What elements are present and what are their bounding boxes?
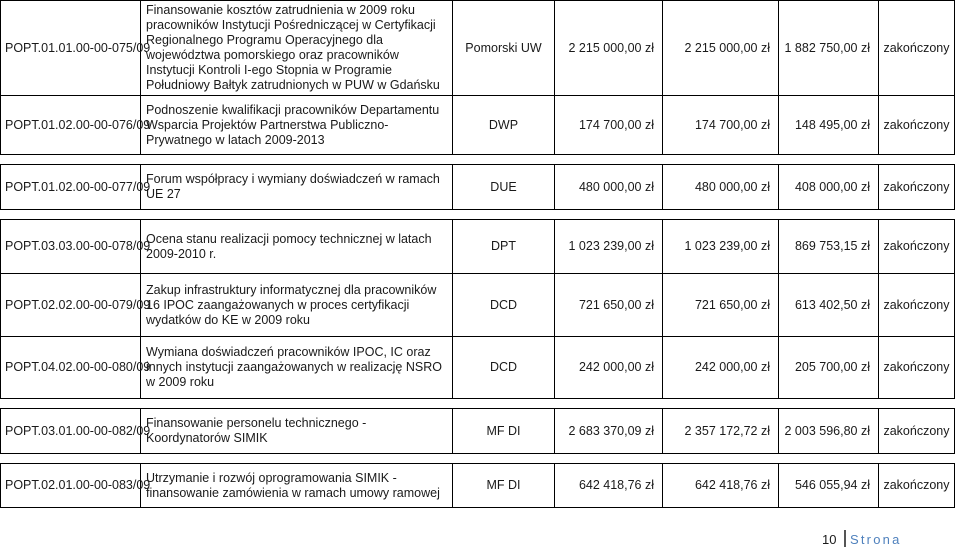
table-row (1, 1, 955, 96)
table-gap (1, 454, 955, 464)
project-unit: MF DI (453, 464, 555, 508)
project-description: Forum współpracy i wymiany doświadczeń w ramach UE 27 (141, 165, 453, 210)
project-value-3: 2 003 596,80 zł (779, 409, 879, 454)
project-status: zakończony (879, 96, 955, 155)
project-code: POPT.02.02.00-00-079/09 (1, 274, 141, 337)
project-code: POPT.03.03.00-00-078/09 (1, 220, 141, 274)
project-value-1: 242 000,00 zł (555, 337, 663, 399)
project-status: zakończony (879, 165, 955, 210)
project-value-1: 2 215 000,00 zł (555, 1, 663, 96)
project-value-3: 148 495,00 zł (779, 96, 879, 155)
project-value-2: 2 357 172,72 zł (663, 409, 779, 454)
table-gap (1, 155, 955, 165)
project-value-2: 242 000,00 zł (663, 337, 779, 399)
table-row (1, 464, 955, 508)
project-value-1: 721 650,00 zł (555, 274, 663, 337)
project-unit: DCD (453, 274, 555, 337)
table-row (1, 220, 955, 274)
table-row (1, 165, 955, 210)
project-description: Utrzymanie i rozwój oprogramowania SIMIK - finansowanie zamówienia w ramach umowy ramowej (141, 464, 453, 508)
projects-table-body (1, 1, 955, 508)
project-description: Wymiana doświadczeń pracowników IPOC, IC oraz innych instytucji zaangażowanych w realizację NSRO w 2009 roku (141, 337, 453, 399)
page-footer (810, 530, 960, 548)
project-value-2: 2 215 000,00 zł (663, 1, 779, 96)
project-code: POPT.01.02.00-00-077/09 (1, 165, 141, 210)
project-status: zakończony (879, 337, 955, 399)
project-description: Ocena stanu realizacji pomocy technicznej w latach 2009-2010 r. (141, 220, 453, 274)
table-gap (1, 210, 955, 220)
project-unit: DCD (453, 337, 555, 399)
project-unit: DWP (453, 96, 555, 155)
project-value-2: 1 023 239,00 zł (663, 220, 779, 274)
table-row (1, 274, 955, 337)
project-value-2: 174 700,00 zł (663, 96, 779, 155)
project-value-1: 1 023 239,00 zł (555, 220, 663, 274)
project-value-3: 1 882 750,00 zł (779, 1, 879, 96)
project-value-3: 546 055,94 zł (779, 464, 879, 508)
project-description: Finansowanie personelu technicznego - Koordynatorów SIMIK (141, 409, 453, 454)
table-row (1, 337, 955, 399)
project-status: zakończony (879, 1, 955, 96)
project-value-1: 2 683 370,09 zł (555, 409, 663, 454)
project-value-2: 642 418,76 zł (663, 464, 779, 508)
table-row (1, 96, 955, 155)
footer-divider (844, 530, 846, 547)
project-unit: Pomorski UW (453, 1, 555, 96)
table-gap (1, 399, 955, 409)
project-description: Zakup infrastruktury informatycznej dla pracowników 16 IPOC zaangażowanych w proces certyfikacji wydatków do KE w 2009 roku (141, 274, 453, 337)
page-label: Strona (850, 532, 902, 547)
project-status: zakończony (879, 274, 955, 337)
page-number: 10 (822, 532, 837, 547)
project-value-3: 869 753,15 zł (779, 220, 879, 274)
project-value-1: 174 700,00 zł (555, 96, 663, 155)
project-code: POPT.02.01.00-00-083/09 (1, 464, 141, 508)
project-code: POPT.04.02.00-00-080/09 (1, 337, 141, 399)
project-value-3: 613 402,50 zł (779, 274, 879, 337)
project-code: POPT.01.02.00-00-076/09 (1, 96, 141, 155)
project-value-1: 642 418,76 zł (555, 464, 663, 508)
project-code: POPT.03.01.00-00-082/09 (1, 409, 141, 454)
project-status: zakończony (879, 409, 955, 454)
project-value-2: 721 650,00 zł (663, 274, 779, 337)
project-unit: MF DI (453, 409, 555, 454)
project-unit: DPT (453, 220, 555, 274)
table-row (1, 409, 955, 454)
project-value-1: 480 000,00 zł (555, 165, 663, 210)
project-status: zakończony (879, 464, 955, 508)
project-code: POPT.01.01.00-00-075/09 (1, 1, 141, 96)
project-value-3: 408 000,00 zł (779, 165, 879, 210)
project-description: Podnoszenie kwalifikacji pracowników Departamentu Wsparcia Projektów Partnerstwa Publiczno-Prywatnego w latach 2009-2013 (141, 96, 453, 155)
project-description: Finansowanie kosztów zatrudnienia w 2009 roku pracowników Instytucji Pośredniczącej w Certyfikacji Regionalnego Programu Operacyjnego dla województwa pomorskiego oraz pracowników Instytucji Kontroli I-ego Stopnia w Programie Południowy Bałtyk zatrudnionych w PUW w Gdańsku (141, 1, 453, 96)
project-unit: DUE (453, 165, 555, 210)
project-value-3: 205 700,00 zł (779, 337, 879, 399)
project-status: zakończony (879, 220, 955, 274)
project-value-2: 480 000,00 zł (663, 165, 779, 210)
